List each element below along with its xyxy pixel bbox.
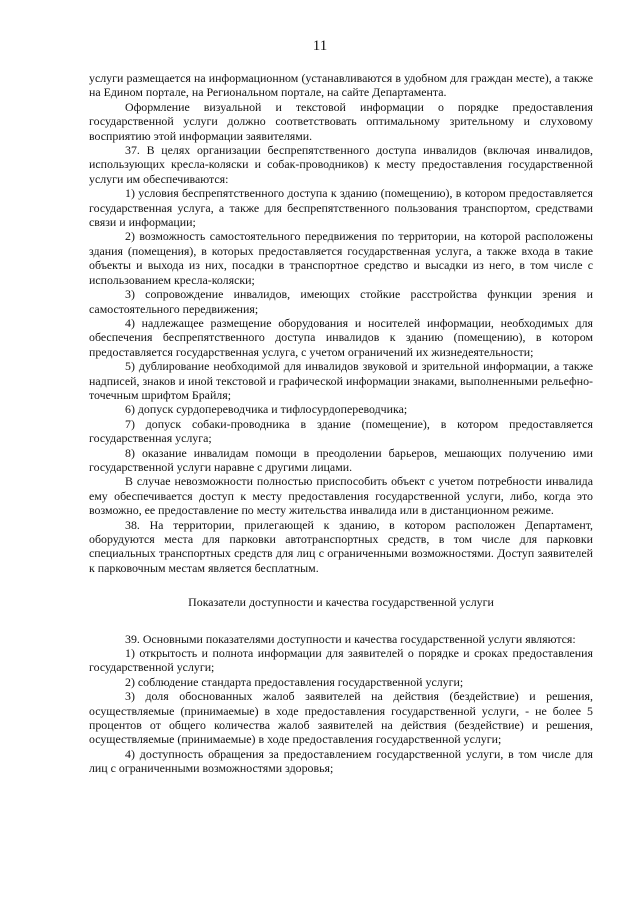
paragraph: 39. Основными показателями доступности и качества государственной услуги являются:: [125, 631, 576, 646]
paragraph: 4) доступность обращения за предоставлением государственной услуги, в том числе для лиц с ограниченными возможностями здоровья;: [89, 746, 593, 776]
paragraph: 1) условия беспрепятственного доступа к зданию (помещению), в котором предоставляется государственная услуга, а также для беспрепятственного пользования транспортом, средствами связи и информации;: [89, 186, 593, 230]
document-body: [89, 71, 593, 776]
paragraph: 2) возможность самостоятельного передвижения по территории, на которой расположены здания (помещения), в которых предоставляется государственная услуга, а также входа в такие объекты и выхода из них, посадки в транспортное средство и высадки из него, в том числе с использованием кресла-коляски;: [89, 229, 593, 287]
bottom-paragraphs: [89, 632, 593, 776]
paragraph: 1) открытость и полнота информации для заявителей о порядке и сроках предоставления государственной услуги;: [89, 646, 593, 675]
paragraph: 3) доля обоснованных жалоб заявителей на действия (бездействие) и решения, осуществляемые (принимаемые) в ходе предоставления государственной услуги, - не более 5 процентов от общего количества жалоб заявителей на действия (бездействие) и решения, осуществляемые (принимаемые) в ходе предоставления государственной услуги;: [89, 689, 593, 747]
paragraph: 4) надлежащее размещение оборудования и носителей информации, необходимых для обеспечения беспрепятственного доступа инвалидов к зданию (помещению), в котором предоставляется государственная услуга, с учетом ограничений их жизнедеятельности;: [89, 315, 593, 359]
paragraph: 38. На территории, прилегающей к зданию, в котором расположен Департамент, оборудуются места для парковки автотранспортных средств, в том числе для парковки специальных транспортных средств для лиц с ограниченными возможностями. Доступ заявителей к парковочным местам является бесплатным.: [89, 517, 593, 575]
top-paragraphs: [89, 71, 593, 575]
section-heading: Показатели доступности и качества государственной услуги: [188, 595, 494, 610]
page-number: 11: [312, 38, 328, 54]
paragraph: 5) дублирование необходимой для инвалидов звуковой и зрительной информации, а также надписей, знаков и иной текстовой и графической информации знаками, выполненными рельефно-точечным шрифтом Брайля;: [89, 359, 593, 402]
paragraph: 3) сопровождение инвалидов, имеющих стойкие расстройства функции зрения и самостоятельного передвижения;: [89, 287, 593, 316]
paragraph: услуги размещается на информационном (устанавливаются в удобном для граждан месте), а также на Едином портале, на Региональном портале, на сайте Департамента.: [89, 71, 593, 100]
paragraph: 8) оказание инвалидам помощи в преодолении барьеров, мешающих получению ими государственной услуги наравне с другими лицами.: [89, 445, 593, 474]
paragraph: Оформление визуальной и текстовой информации о порядке предоставления государственной услуги должно соответствовать оптимальному зрительному и слуховому восприятию этой информации заявителями.: [89, 99, 593, 143]
paragraph: 6) допуск сурдопереводчика и тифлосурдопереводчика;: [125, 402, 408, 417]
paragraph: В случае невозможности полностью приспособить объект с учетом потребности инвалида ему обеспечивается доступ к месту предоставления государственной услуги, либо, когда это возможно, ее предоставление по месту жительства инвалида или в дистанционном режиме.: [89, 474, 593, 518]
paragraph: 2) соблюдение стандарта предоставления государственной услуги;: [125, 674, 464, 689]
paragraph: 7) допуск собаки-проводника в здание (помещение), в котором предоставляется государственная услуга;: [89, 416, 593, 446]
paragraph: 37. В целях организации беспрепятственного доступа инвалидов (включая инвалидов, использующих кресла-коляски и собак-проводников) к месту предоставления государственной услуги им обеспечиваются:: [89, 143, 593, 186]
